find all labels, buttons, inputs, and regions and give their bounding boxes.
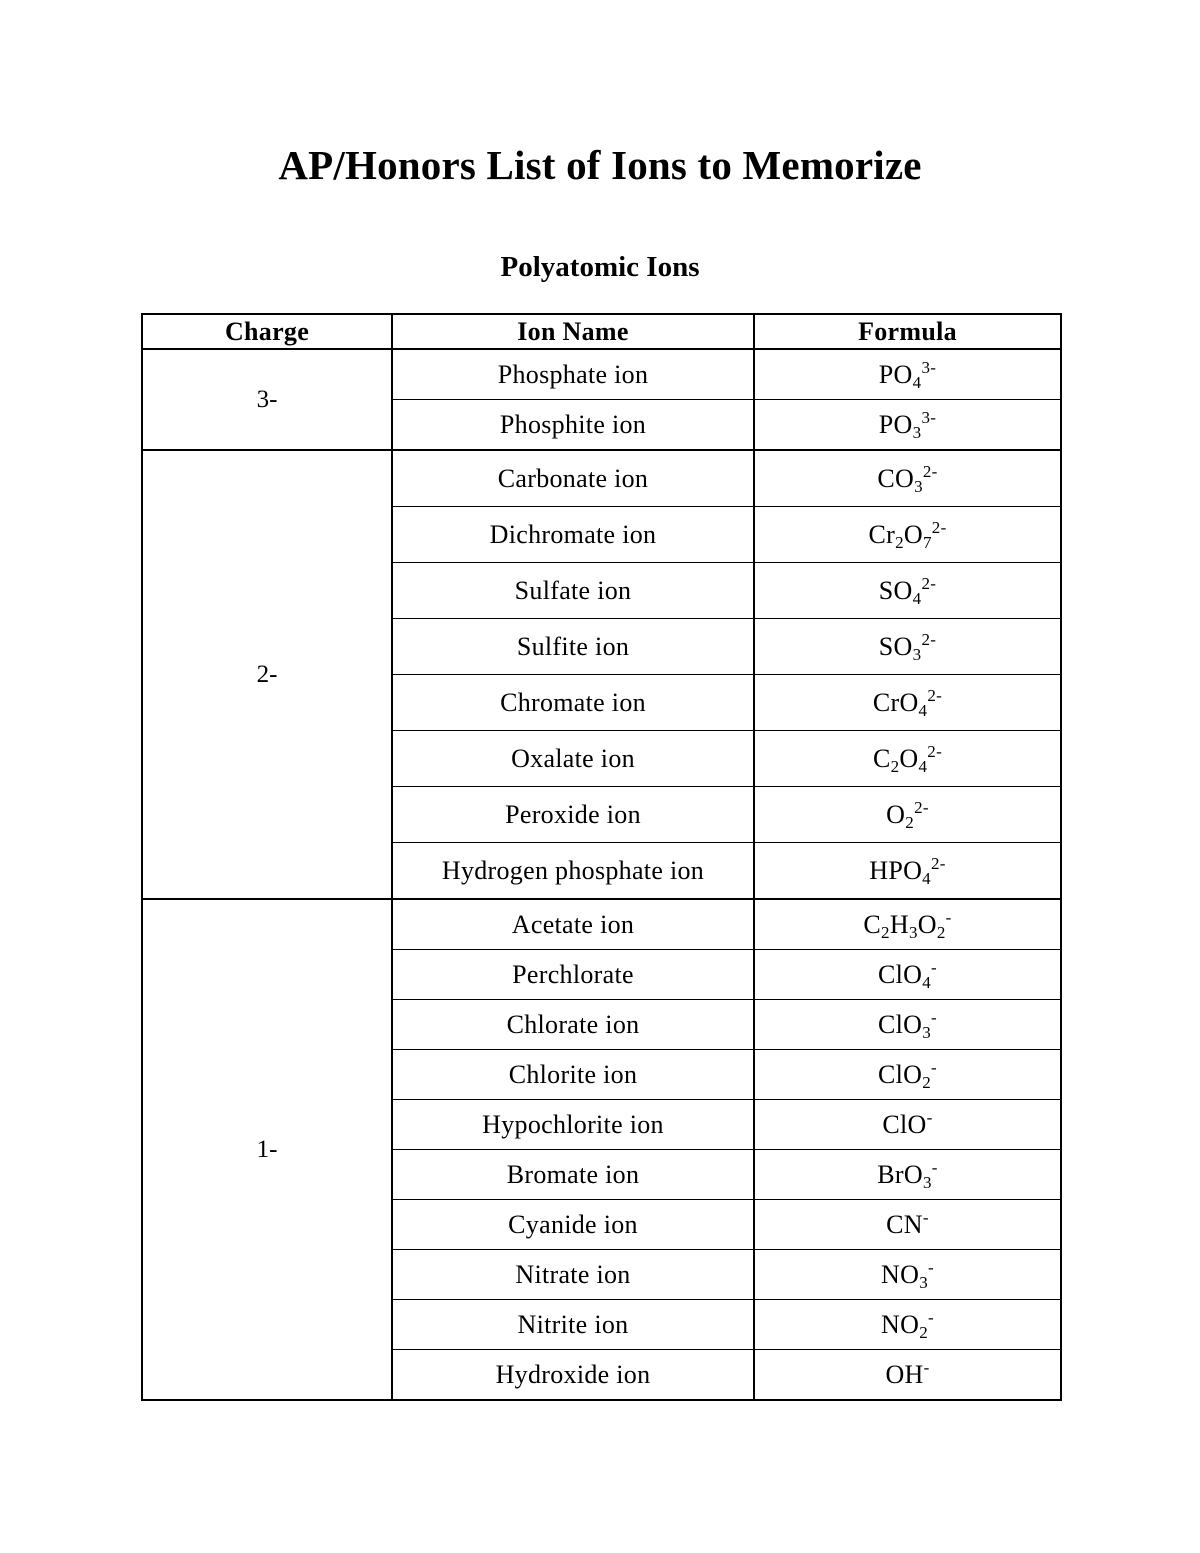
formula-charge-superscript: -	[928, 1307, 934, 1327]
charge-cell: 3-	[142, 349, 392, 450]
formula-subscript: 3	[922, 1022, 932, 1042]
formula-element-text: C	[863, 909, 882, 939]
formula-charge-superscript: 2-	[927, 741, 943, 761]
formula-cell	[754, 450, 1061, 507]
formula-charge-superscript: 2-	[931, 517, 947, 537]
formula-charge-superscript: -	[928, 1257, 934, 1277]
ion-name-cell: Hypochlorite ion	[392, 1100, 754, 1150]
ion-name-column-header: Ion Name	[392, 314, 754, 349]
formula-cell	[754, 1250, 1061, 1300]
formula-subscript: 3	[914, 476, 923, 496]
formula-subscript: 3	[922, 1172, 932, 1192]
formula-subscript: 2	[905, 812, 915, 832]
formula-element-text: NO	[881, 1259, 920, 1289]
ion-name-cell: Chlorite ion	[392, 1050, 754, 1100]
formula-cell	[754, 563, 1061, 619]
ions-table	[141, 313, 1062, 1401]
ion-name-cell: Nitrite ion	[392, 1300, 754, 1350]
formula-charge-superscript: 2-	[922, 461, 938, 481]
formula-element-text: SO	[878, 631, 913, 661]
formula-cell	[754, 675, 1061, 731]
table-header-row	[142, 314, 1061, 349]
formula-cell	[754, 731, 1061, 787]
formula-charge-superscript: -	[931, 1007, 938, 1027]
ions-table-body	[142, 349, 1061, 1400]
formula-charge-superscript: -	[931, 1157, 938, 1177]
ion-name-cell: Peroxide ion	[392, 787, 754, 843]
formula-cell	[754, 1000, 1061, 1050]
formula-subscript: 4	[912, 588, 922, 608]
ion-name-cell: Hydrogen phosphate ion	[392, 843, 754, 900]
formula-cell	[754, 950, 1061, 1000]
formula-element-text: C	[872, 743, 891, 773]
formula-charge-superscript: 3-	[921, 407, 937, 427]
ion-name-cell: Sulfite ion	[392, 619, 754, 675]
table-row	[142, 349, 1061, 400]
formula-column-header: Formula	[754, 314, 1061, 349]
formula-charge-superscript: 2-	[921, 573, 937, 593]
formula-element-text: O	[903, 519, 923, 549]
formula-element-text: O	[886, 799, 906, 829]
formula-charge-superscript: 3-	[921, 357, 937, 377]
table-row	[142, 899, 1061, 950]
formula-subscript: 4	[918, 756, 928, 776]
formula-cell	[754, 349, 1061, 400]
ion-name-cell: Cyanide ion	[392, 1200, 754, 1250]
formula-element-text: O	[899, 743, 919, 773]
formula-cell	[754, 899, 1061, 950]
charge-cell: 1-	[142, 899, 392, 1400]
formula-subscript: 3	[912, 422, 922, 442]
formula-subscript: 2	[881, 922, 890, 942]
formula-element-text: O	[917, 909, 937, 939]
formula-element-text: PO	[878, 359, 913, 389]
formula-cell	[754, 1050, 1061, 1100]
formula-element-text: Cr	[868, 519, 896, 549]
formula-subscript: 2	[936, 922, 946, 942]
formula-element-text: SO	[878, 575, 913, 605]
table-row	[142, 450, 1061, 507]
formula-cell	[754, 1300, 1061, 1350]
ion-name-cell: Phosphate ion	[392, 349, 754, 400]
formula-subscript: 2	[890, 756, 900, 776]
formula-subscript: 7	[922, 532, 932, 552]
formula-subscript: 3	[908, 922, 918, 942]
ion-name-cell: Chlorate ion	[392, 1000, 754, 1050]
formula-charge-superscript: 2-	[927, 685, 943, 705]
formula-subscript: 2	[922, 1072, 932, 1092]
formula-cell	[754, 400, 1061, 451]
formula-charge-superscript: 2-	[930, 853, 946, 873]
ion-name-cell: Dichromate ion	[392, 507, 754, 563]
formula-element-text: ClO	[882, 1109, 927, 1139]
formula-element-text: CO	[877, 463, 915, 493]
formula-charge-superscript: -	[945, 907, 952, 927]
formula-charge-superscript: 2-	[914, 797, 929, 817]
formula-cell	[754, 619, 1061, 675]
formula-element-text: CN	[886, 1209, 923, 1239]
ion-name-cell: Phosphite ion	[392, 400, 754, 451]
ion-name-cell: Sulfate ion	[392, 563, 754, 619]
formula-cell	[754, 1200, 1061, 1250]
formula-element-text: OH	[885, 1359, 924, 1389]
formula-element-text: PO	[878, 409, 913, 439]
formula-cell	[754, 843, 1061, 900]
formula-subscript: 4	[912, 372, 922, 392]
formula-cell	[754, 1350, 1061, 1401]
ion-name-cell: Oxalate ion	[392, 731, 754, 787]
formula-element-text: BrO	[877, 1159, 923, 1189]
formula-subscript: 4	[922, 972, 932, 992]
formula-element-text: H	[889, 909, 909, 939]
formula-subscript: 4	[918, 700, 928, 720]
formula-charge-superscript: -	[926, 1107, 933, 1127]
formula-cell	[754, 1150, 1061, 1200]
formula-subscript: 4	[922, 868, 931, 888]
page-title: AP/Honors List of Ions to Memorize	[278, 142, 922, 188]
formula-subscript: 2	[919, 1322, 928, 1342]
formula-subscript: 3	[912, 644, 922, 664]
section-title: Polyatomic Ions	[500, 251, 700, 283]
formula-cell	[754, 787, 1061, 843]
ion-name-cell: Chromate ion	[392, 675, 754, 731]
formula-element-text: ClO	[877, 1009, 923, 1039]
formula-cell	[754, 507, 1061, 563]
formula-charge-superscript: -	[931, 957, 938, 977]
ion-name-cell: Perchlorate	[392, 950, 754, 1000]
formula-cell	[754, 1100, 1061, 1150]
ion-name-cell: Nitrate ion	[392, 1250, 754, 1300]
formula-element-text: HPO	[869, 855, 923, 885]
formula-element-text: CrO	[872, 687, 919, 717]
formula-element-text: ClO	[877, 1059, 923, 1089]
ion-name-cell: Bromate ion	[392, 1150, 754, 1200]
charge-column-header: Charge	[142, 314, 392, 349]
formula-element-text: ClO	[877, 959, 923, 989]
charge-cell: 2-	[142, 450, 392, 899]
formula-element-text: NO	[881, 1309, 920, 1339]
formula-charge-superscript: -	[923, 1357, 930, 1377]
formula-charge-superscript: -	[931, 1057, 938, 1077]
formula-subscript: 3	[919, 1272, 928, 1292]
formula-subscript: 2	[895, 532, 904, 552]
ion-name-cell: Acetate ion	[392, 899, 754, 950]
ion-name-cell: Carbonate ion	[392, 450, 754, 507]
ion-name-cell: Hydroxide ion	[392, 1350, 754, 1401]
formula-charge-superscript: -	[922, 1207, 929, 1227]
formula-charge-superscript: 2-	[921, 629, 937, 649]
